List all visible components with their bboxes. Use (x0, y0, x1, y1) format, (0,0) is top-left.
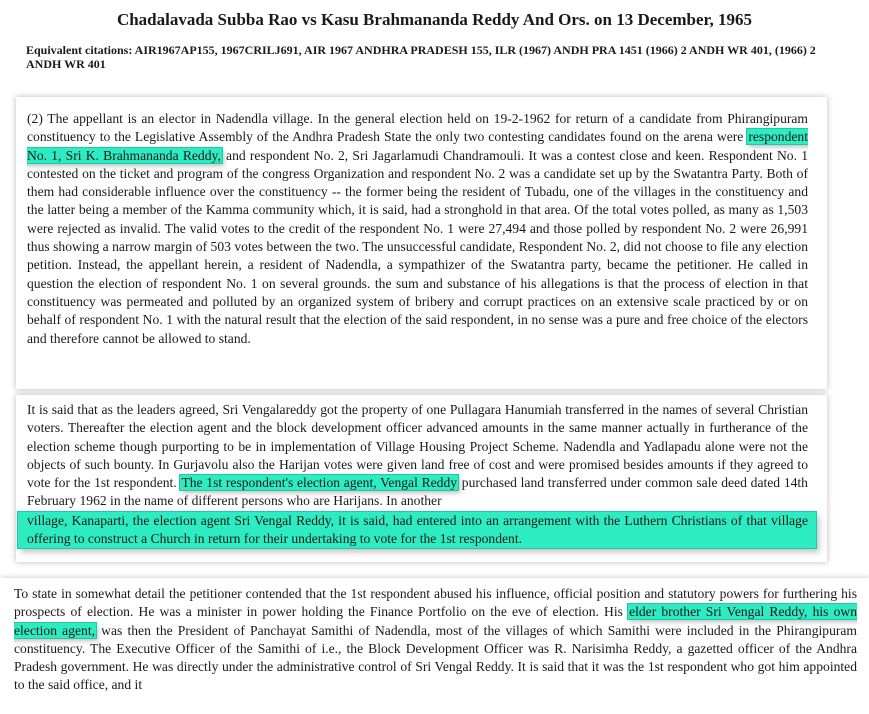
paragraph-text: To state in somewhat detail the petitioner contended that the 1st respondent abused his influence, official position and statutory powers for furthering his prospects of election. He was a minister in power holding the Finance Portfolio on the eve of election. His (14, 586, 857, 620)
highlight-respondent-no-1[interactable]: respondent No. 1, Sri K. Brahmananda Reddy, (27, 129, 808, 163)
paragraph-text: and respondent No. 2, Sri Jagarlamudi Chandramouli. It was a contest close and keen. Respondent No. 1 contested on the ticket and program of the congress Organization and respondent No. 2 was a candidate set up by the Swatantra Party. Both of them had considerable influence over the constituency -- the former being the resident of Tubadu, one of the villages in the constituency and the latter being a member of the Kamma community which, it is said, had a stronghold in that area. Of the total votes polled, as many as 1,503 were rejected as invalid. The valid votes to the credit of the respondent No. 1 were 27,494 and those polled by respondent No. 2 were 26,991 thus showing a narrow margin of 503 votes between the two. The unsuccessful candidate, Respondent No. 2, did not choose to file any election petition. Instead, the appellant herein, a resident of Nadendla, a sympathizer of the Swatantra party, became the petitioner. He called in question the election of respondent No. 1 on several grounds. the sum and substance of his allegations is that the process of election in that constituency was permeated and polluted by an organized system of bribery and corrupt practices on an extensive scale practiced by or on behalf of respondent No. 1 with the natural result that the election of the said respondent, in no sense was a pure and free choice of the electors and therefore cannot be allowed to stand. (27, 147, 808, 346)
equivalent-citations: Equivalent citations: AIR1967AP155, 1967CRILJ691, AIR 1967 ANDHRA PRADESH 155, ILR (1967) ANDH PRA 1451 (1966) 2 ANDH WR 401, (1966) 2 ANDH WR 401 (26, 43, 816, 71)
highlight-kanaparti-block[interactable]: village, Kanaparti, the election agent Sri Vengal Reddy, it is said, had entered into an arrangement with the Luthern Christians of that village offering to construct a Church in return for their undertaking to vote for the 1st respondent. (18, 512, 816, 549)
paragraph-text: was then the President of Panchayat Samithi of Nadendla, most of the villages of which Samithi were included in the Phirangipuram constituency. The Executive Officer of the Samithi of i.e., the Block Development Officer was R. Narisimha Reddy, a gazetted officer of the Andhra Pradesh government. He was directly under the administrative control of Sri Vengal Reddy. It is said that it was the 1st respondent who got him appointed to the said office, and it (14, 622, 857, 693)
paragraph-text: purchased land transferred under common sale deed dated 14th February 1962 in the name of different persons who are Harijans. In another (27, 475, 808, 509)
document-title: Chadalavada Subba Rao vs Kasu Brahmananda Reddy And Ors. on 13 December, 1965 (116, 10, 753, 29)
paragraph-land-transfer (27, 401, 808, 548)
highlight-elder-brother[interactable]: elder brother Sri Vengal Reddy, his own election agent, (14, 604, 857, 638)
paragraph-text: (2) The appellant is an elector in Nadendla village. In the general election held on 19-2-1962 for return of a candidate from Phirangipuram constituency to the Legislative Assembly of the Andhra Pradesh State the only two contesting candidates found on the arena were (27, 111, 808, 145)
paragraph-2-election-background (27, 110, 808, 348)
paragraph-abuse-of-influence (14, 585, 857, 695)
paragraph-text: It is said that as the leaders agreed, Sri Vengalareddy got the property of one Pullagara Hanumiah transferred in the names of several Christian voters. Thereafter the election agent and the block development officer advanced amounts in the same manner actually in furtherance of the election scheme though purporting to be in implementation of Village Housing Project Scheme. Nadendla and Yadlapadu alone were not the objects of such bounty. In Gurjavolu also the Harijan votes were given land free of cost and were promised besides amounts if they agreed to vote for the 1st respondent. (27, 402, 808, 491)
highlight-election-agent[interactable]: The 1st respondent's election agent, Vengal Reddy (181, 475, 458, 491)
